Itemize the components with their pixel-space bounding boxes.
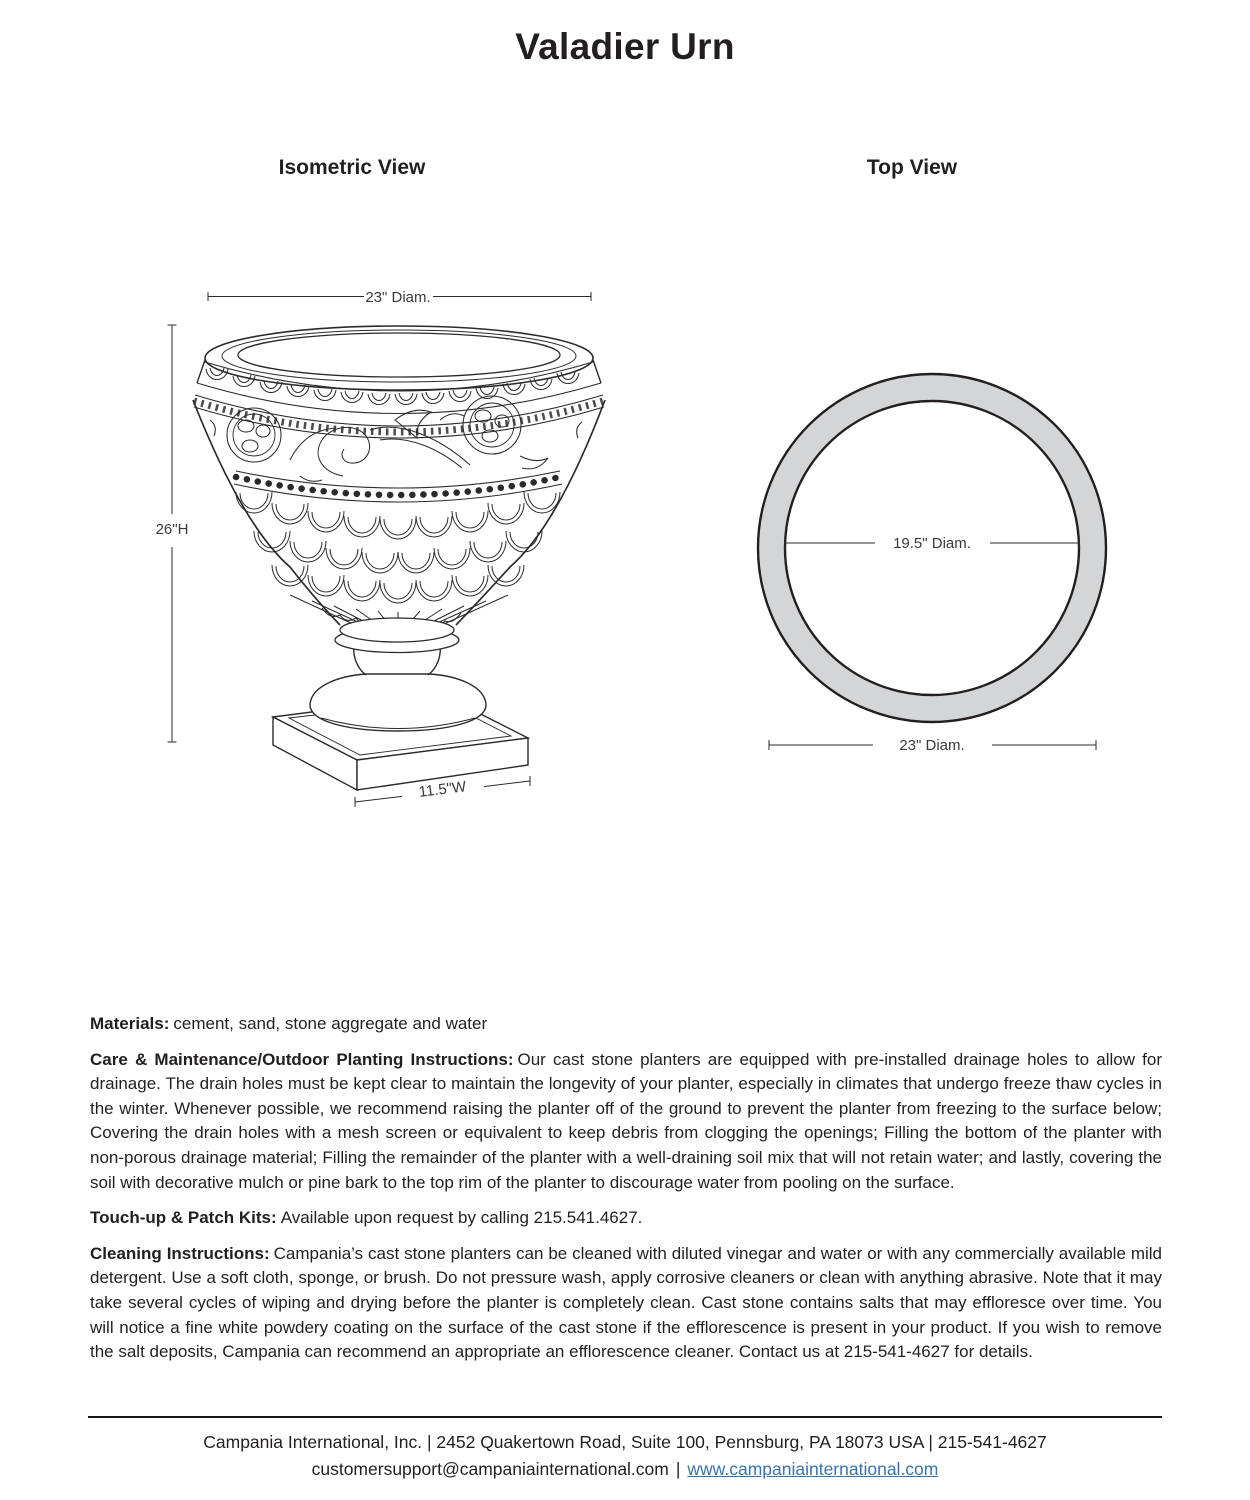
page-title: Valadier Urn [515,26,735,67]
isometric-drawing [140,270,640,820]
footer [0,1429,1250,1483]
care-body: Our cast stone planters are equipped with pre-installed drainage holes to allow for drainage. The drain holes must be kept clear to maintain the longevity of your planter, especially in climates that undergo freeze thaw cycles in the winter. Whenever possible, we recommend raising the planter off of the ground to prevent the planter from freezing to the surface below; Covering the drain holes with a mesh screen or equivalent to keep debris from clogging the openings; Filling the bottom of the planter with non-porous drainage material; Filling the remainder of the planter with a well-draining soil mix that will not retain water; and lastly, covering the soil with decorative mulch or pine bark to the top rim of the planter to discourage water from pooling on the surface. [90,1049,1163,1192]
materials-body: cement, sand, stone aggregate and water [173,1014,488,1033]
urn-bowl [193,326,605,628]
top-outer-dim-label: 23" Diam. [899,737,965,754]
iso-base-dim-label: 11.5"W [417,778,468,801]
iso-diameter-dim-label: 23" Diam. [365,289,431,306]
footer-contact-line [0,1456,1250,1483]
urn-foot-collar [335,618,459,653]
touchup-paragraph [90,1206,1162,1231]
footer-website-link[interactable]: www.campaniainternational.com [687,1459,939,1479]
cleaning-body: Campania’s cast stone planters can be cleaned with diluted vinegar and water or with any commercially available mild detergent. Use a soft cloth, sponge, or brush. Do not pressure wash, apply corrosive cleaners or clean with anything abrasive. Note that it may take several cycles of wiping and drying before the planter is completely clean. Cast stone contains salts that may effloresce over time. You will notice a fine white powdery coating on the surface of the cast stone if the efflorescence is present in your product. If you wish to remove the salt deposits, Campania can recommend an appropriate an efflorescence cleaner. Contact us at 215-541-4627 for details. [90,1243,1162,1362]
top-view-label: Top View [866,156,958,179]
materials-heading: Materials: [90,1014,170,1033]
isometric-view-label: Isometric View [278,156,426,179]
footer-separator: | [675,1459,681,1479]
footer-address-line: Campania International, Inc. | 2452 Quakertown Road, Suite 100, Pennsburg, PA 18073 USA | 215-541-4627 [203,1432,1047,1452]
cleaning-heading: Cleaning Instructions: [90,1243,270,1263]
urn-foot [310,641,486,731]
touchup-body: Available upon request by calling 215.541.4627. [280,1208,643,1228]
materials-paragraph [90,1012,1162,1037]
cleaning-paragraph [90,1242,1162,1365]
spec-text-block [90,1012,1162,1376]
footer-divider [88,1416,1162,1418]
care-paragraph [90,1048,1162,1196]
iso-height-dim-label: 26"H [155,521,189,538]
touchup-heading: Touch-up & Patch Kits: [90,1208,277,1228]
care-heading: Care & Maintenance/Outdoor Planting Instructions: [90,1049,514,1069]
top-inner-dim-label: 19.5" Diam. [893,535,971,552]
top-view-drawing [715,338,1155,778]
footer-email: customersupport@campaniainternational.com [311,1459,669,1479]
